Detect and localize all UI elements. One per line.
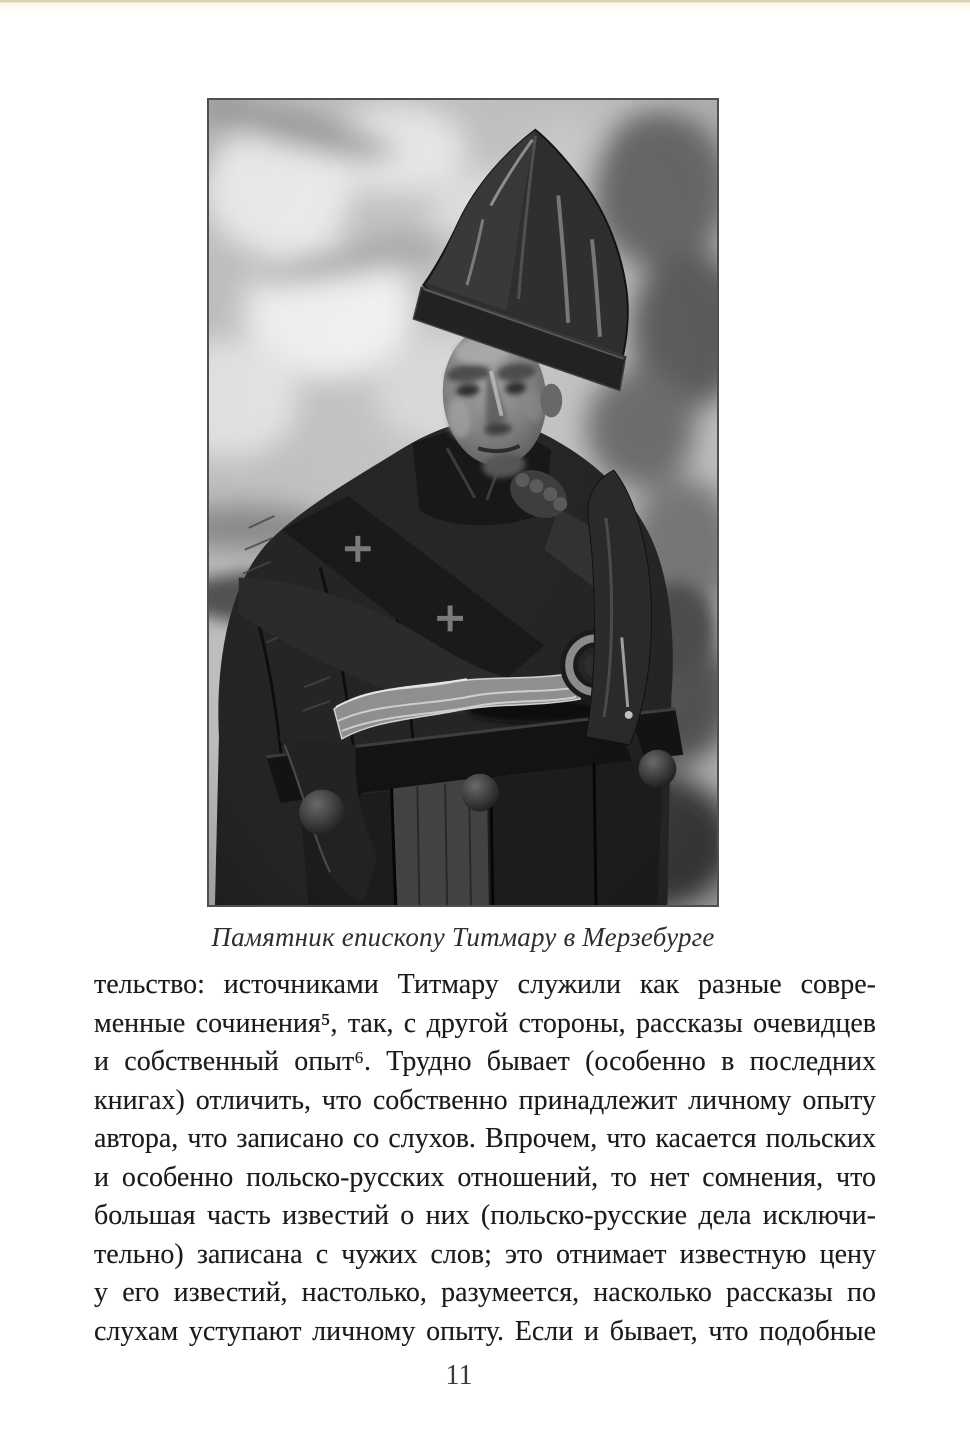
- page-number: 11: [445, 1360, 473, 1391]
- text-line: автора, что записано со слухов. Впрочем, что касается польских: [94, 1123, 876, 1154]
- text-line: большая часть известий о них (польско-русские дела исключи-: [94, 1200, 876, 1231]
- photo-caption: Памятник епископу Титмару в Мерзебурге: [211, 922, 715, 952]
- text-line: менные сочинения⁵, так, с другой стороны, рассказы очевидцев: [94, 1007, 876, 1039]
- photo-vignette: [209, 100, 717, 905]
- statue-photo-image: [209, 100, 717, 905]
- statue-photo: [207, 98, 719, 907]
- body-text: [94, 966, 876, 1351]
- text-line: тельно) записана с чужих слов; это отнимает известную цену: [94, 1238, 876, 1270]
- text-line: книгах) отличить, что собственно принадлежит личному опыту: [94, 1084, 876, 1116]
- text-line: и особенно польско-русских отношений, то нет сомнения, что: [94, 1161, 876, 1193]
- text-line: у его известий, настолько, разумеется, насколько рассказы по: [94, 1277, 876, 1308]
- text-line: тельство: источниками Титмару служили как разные совре-: [94, 969, 876, 1000]
- text-line: и собственный опыт⁶. Трудно бывает (особенно в последних: [94, 1046, 876, 1077]
- page-top-edge: [0, 0, 970, 12]
- text-line: слухам уступают личному опыту. Если и бывает, что подобные: [94, 1315, 876, 1347]
